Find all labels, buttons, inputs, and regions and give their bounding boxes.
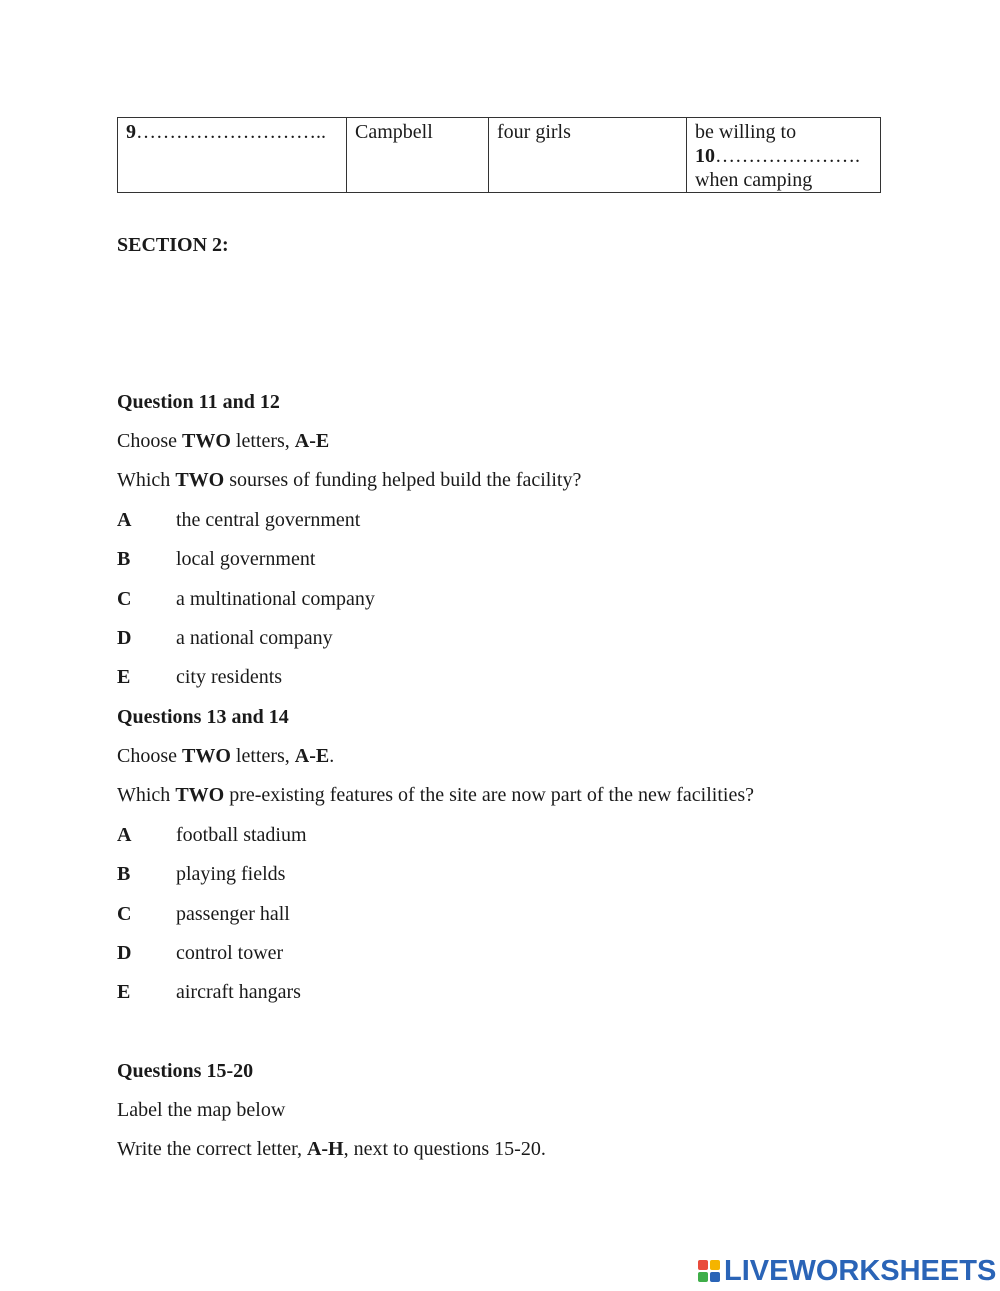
blank-dots: …………………. [715,145,860,167]
option-text: a national company [176,627,333,649]
option-text: football stadium [176,824,307,846]
question-text [117,468,581,492]
requirement-line: when camping [695,169,813,191]
question-heading: Questions 13 and 14 [117,706,289,728]
instruction-text: . [329,745,335,767]
liveworksheets-logo [698,1255,996,1287]
instruction-line: Label the map below [117,1099,286,1121]
instruction-text: Write the correct letter, [117,1138,307,1160]
question-emphasis: TWO [175,784,225,806]
question-part: Which [117,469,176,491]
logo-block [710,1272,720,1282]
instruction-text: letters, [230,745,295,767]
instruction-emphasis: TWO [182,745,231,767]
instruction-text: Choose [117,430,182,452]
table-cell-group: four girls [489,118,687,193]
question-heading: Questions 15-20 [117,1060,254,1082]
option-letter: A [117,824,132,846]
option-letter: B [117,548,131,570]
option-text: passenger hall [176,903,290,925]
logo-block [710,1260,720,1270]
section-title: SECTION 2: [117,234,229,256]
option-letter: A [117,509,132,531]
option-letter: C [117,588,132,610]
option-text: the central government [176,509,361,531]
blank-dots: ……………………….. [136,121,326,143]
question-part: Which [117,784,176,806]
instruction-emphasis: TWO [182,430,231,452]
option-text: a multinational company [176,588,375,610]
question-part: sourses of funding helped build the facility? [224,469,582,491]
question-emphasis: TWO [175,469,225,491]
option-text: aircraft hangars [176,981,301,1003]
instruction-text: letters, [230,430,295,452]
instruction-line [117,429,329,453]
option-letter: D [117,942,132,964]
instruction-text: Choose [117,745,182,767]
table-cell-requirement [687,118,881,193]
table-row [118,118,881,193]
logo-block [698,1272,708,1282]
instruction-line [117,1137,546,1161]
instruction-line [117,744,334,768]
question-heading: Question 11 and 12 [117,391,280,413]
option-text: city residents [176,666,283,688]
question-part: pre-existing features of the site are now part of the new facilities? [224,784,755,806]
option-letter: C [117,903,132,925]
option-text: local government [176,548,316,570]
table-cell-blank-9 [118,118,347,193]
table-cell-name: Campbell [347,118,489,193]
blank-number: 10 [695,145,715,167]
instruction-text: , next to questions 15-20. [343,1138,546,1160]
instruction-emphasis: A-E [294,745,330,767]
option-text: playing fields [176,863,286,885]
option-letter: E [117,666,131,688]
option-letter: E [117,981,131,1003]
answer-table [117,117,881,193]
option-text: control tower [176,942,284,964]
logo-blocks-icon [698,1260,720,1282]
question-text [117,783,754,807]
option-letter: D [117,627,132,649]
logo-block [698,1260,708,1270]
option-letter: B [117,863,131,885]
requirement-line: be willing to [695,121,797,143]
logo-text: LIVEWORKSHEETS [724,1254,997,1287]
blank-number: 9 [126,121,136,143]
instruction-emphasis: A-E [294,430,330,452]
instruction-emphasis: A-H [306,1138,344,1160]
